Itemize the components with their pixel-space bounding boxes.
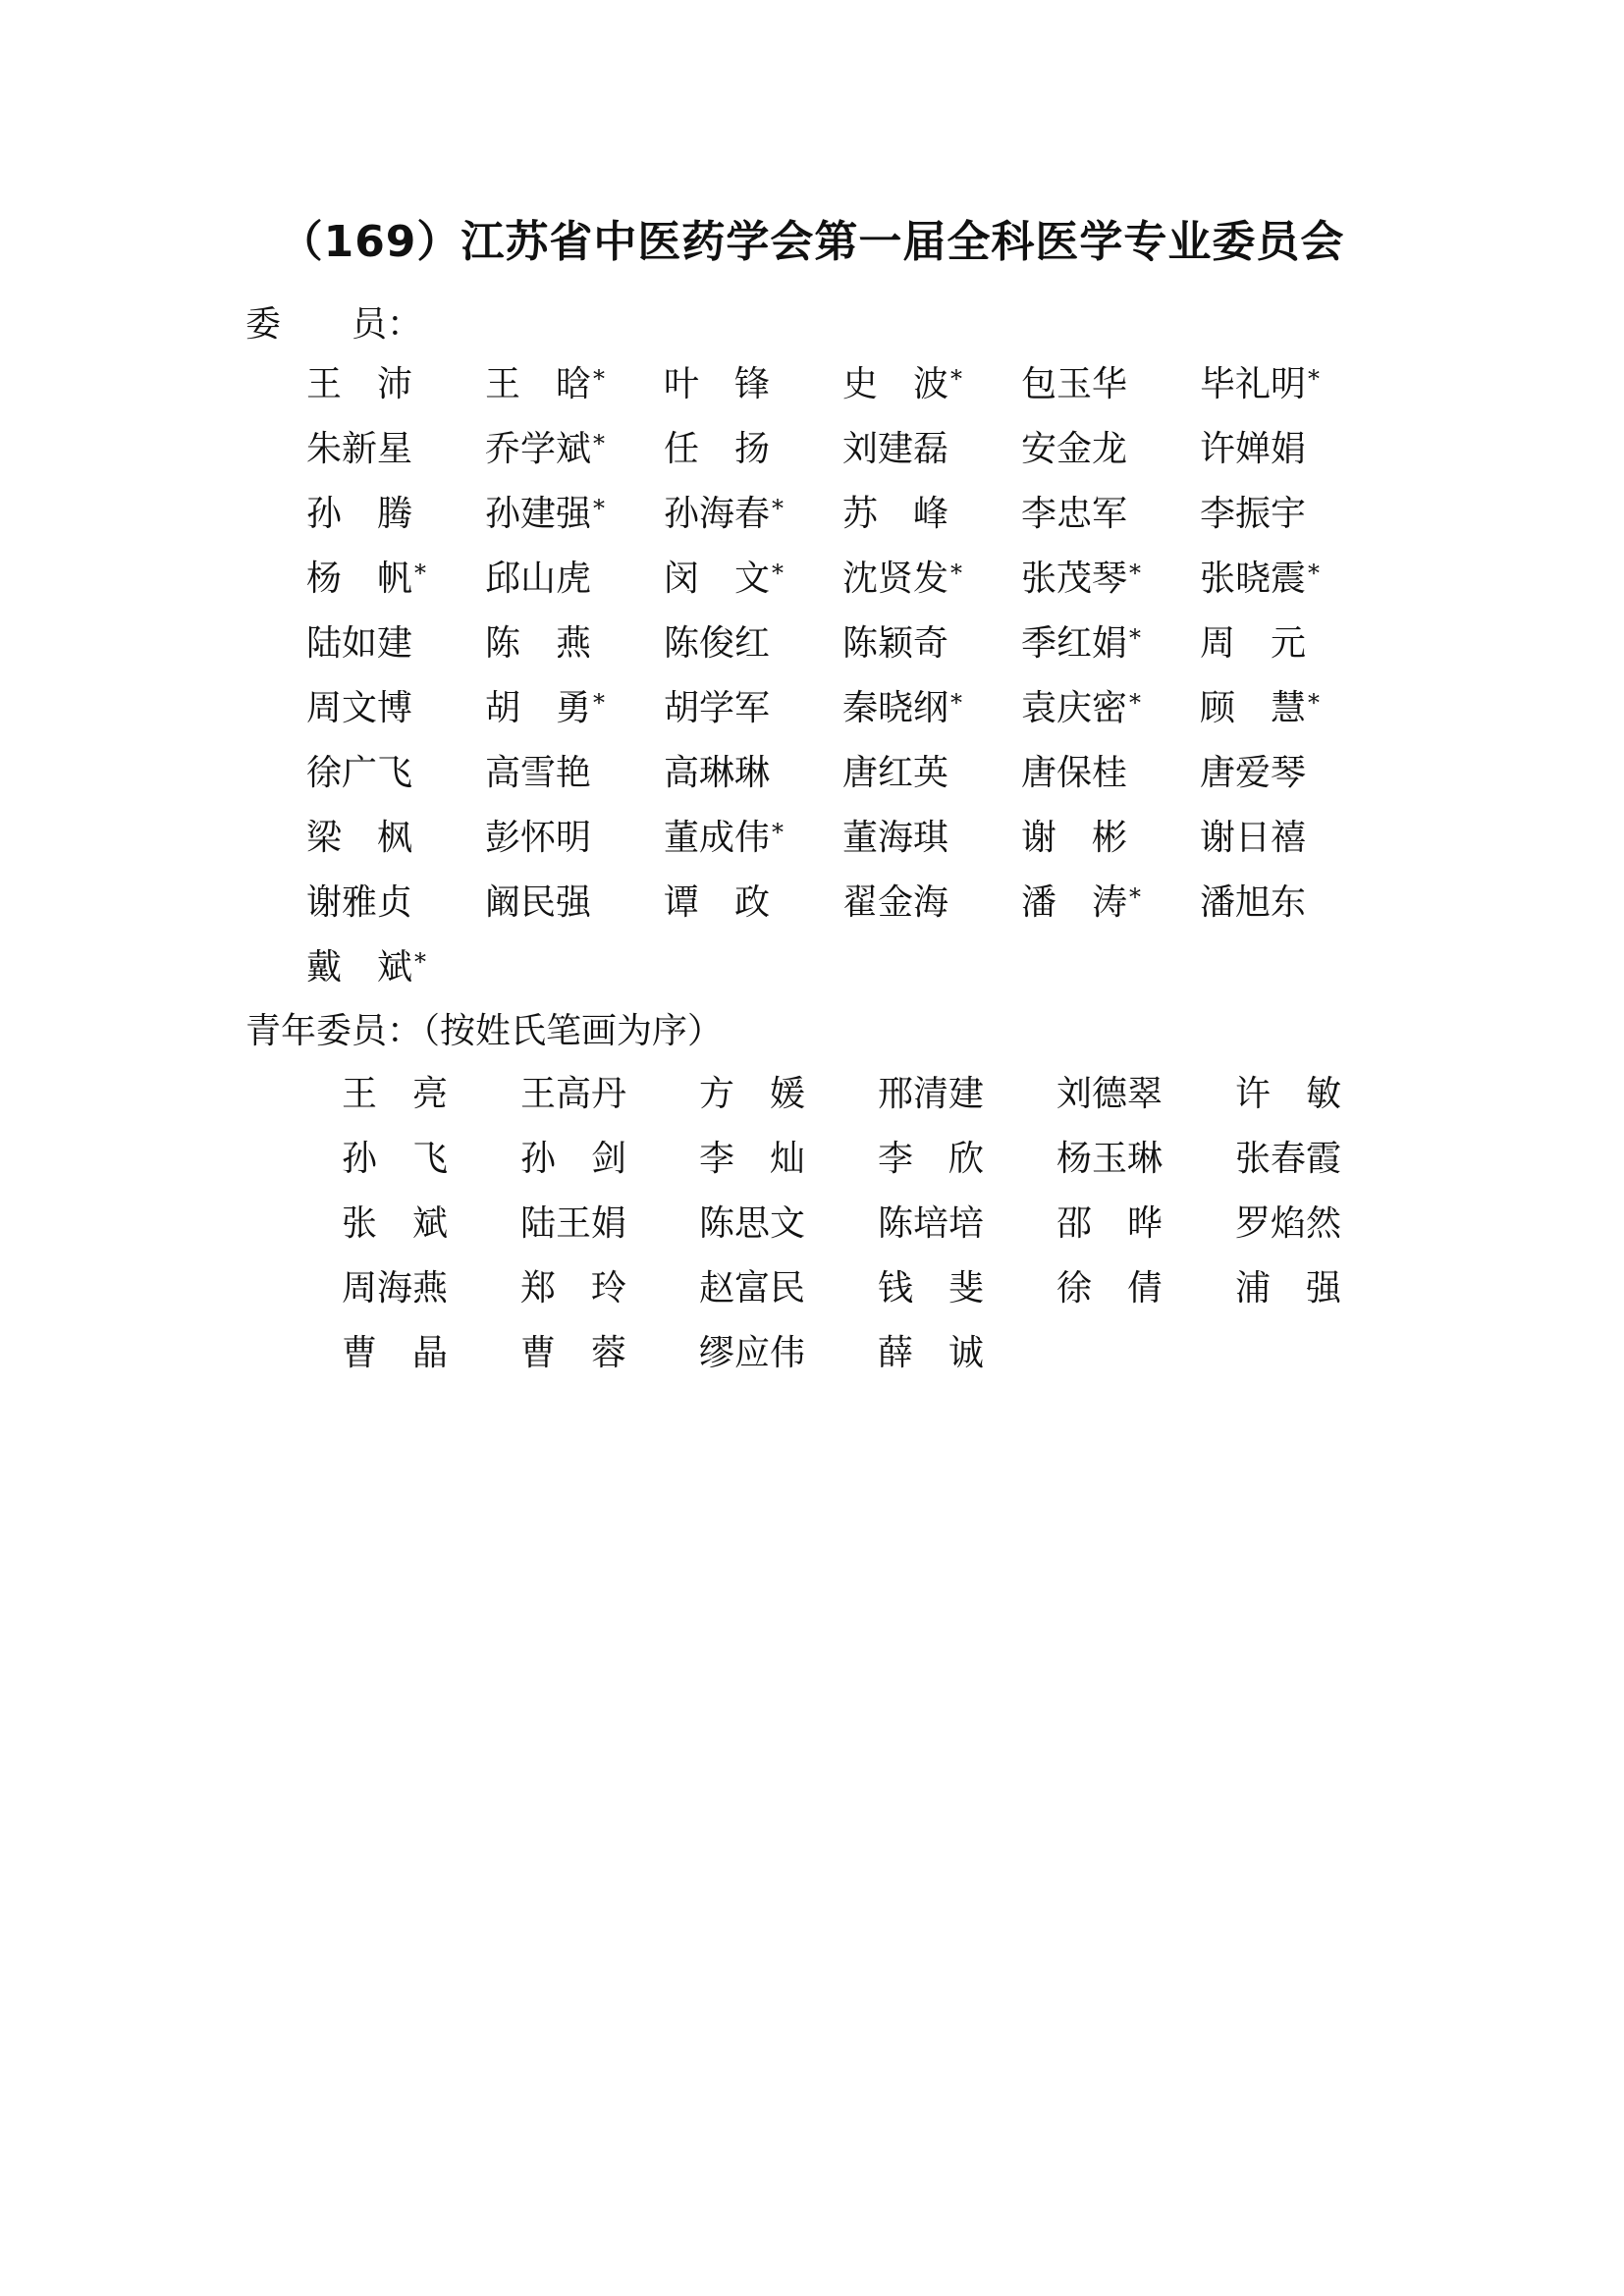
committee-member [306, 413, 485, 478]
member-name: 谭 政 [664, 881, 771, 923]
youth-member [342, 1317, 520, 1382]
member-mark: * [772, 495, 785, 522]
member-name: 翟金海 [842, 881, 949, 923]
youth-member [520, 1058, 699, 1123]
youth-member [1056, 1188, 1235, 1253]
youth-member [342, 1188, 520, 1253]
committee-member [1200, 867, 1379, 932]
youth-member [878, 1317, 1056, 1382]
committee-member [1200, 478, 1379, 543]
member-name: 叶 锋 [664, 363, 771, 404]
member-name: 胡 勇 [485, 687, 592, 728]
member-name: 唐保桂 [1021, 752, 1128, 793]
member-name: 周文博 [306, 687, 413, 728]
member-name: 许婵娟 [1200, 428, 1307, 469]
member-name: 彭怀明 [485, 817, 592, 858]
youth-member [342, 1058, 520, 1123]
committee-member [1021, 478, 1200, 543]
member-mark: * [1308, 689, 1321, 717]
member-mark: * [1129, 689, 1142, 717]
member-name: 阚民强 [485, 881, 592, 923]
member-mark: * [1129, 883, 1142, 911]
member-name: 唐爱琴 [1200, 752, 1307, 793]
member-mark: * [414, 948, 427, 976]
member-name: 朱新星 [306, 428, 413, 469]
committee-label: 委 员： [245, 304, 423, 345]
committee-member [1021, 348, 1200, 413]
committee-member [664, 413, 842, 478]
youth-member [699, 1058, 878, 1123]
member-name: 乔学斌 [485, 428, 592, 469]
committee-member [485, 802, 664, 867]
committee-member [842, 737, 1021, 802]
youth-member [1235, 1253, 1414, 1317]
member-name: 杨 帆 [306, 558, 413, 599]
youth-member [1235, 1188, 1414, 1253]
member-mark: * [950, 365, 963, 393]
committee-member [306, 478, 485, 543]
member-name: 陈培培 [878, 1202, 985, 1244]
committee-member [485, 348, 664, 413]
document-title: （169）江苏省中医药学会第一届全科医学专业委员会 [279, 217, 1345, 267]
member-name: 张茂琴 [1021, 558, 1128, 599]
member-name: 戴 斌 [306, 946, 413, 988]
member-name: 季红娟 [1021, 622, 1128, 664]
member-name: 陈思文 [699, 1202, 806, 1244]
committee-member [306, 867, 485, 932]
committee-member [485, 737, 664, 802]
member-name: 曹 晶 [342, 1332, 449, 1373]
youth-member [699, 1123, 878, 1188]
committee-member [1200, 737, 1379, 802]
committee-member [1200, 608, 1379, 672]
youth-member [520, 1253, 699, 1317]
committee-member [1021, 737, 1200, 802]
member-name: 王 晗 [485, 363, 592, 404]
committee-member [485, 543, 664, 608]
member-name: 李 灿 [699, 1138, 806, 1179]
committee-member [485, 608, 664, 672]
committee-member [306, 802, 485, 867]
committee-member [664, 608, 842, 672]
member-name: 任 扬 [664, 428, 771, 469]
member-name: 董成伟 [664, 817, 771, 858]
youth-member [1235, 1123, 1414, 1188]
member-name: 曹 蓉 [520, 1332, 627, 1373]
member-name: 李 欣 [878, 1138, 985, 1179]
committee-member [485, 413, 664, 478]
member-mark: * [1308, 560, 1321, 587]
youth-member [878, 1188, 1056, 1253]
member-name: 缪应伟 [699, 1332, 806, 1373]
committee-member [664, 867, 842, 932]
member-name: 王高丹 [520, 1073, 627, 1114]
committee-member [485, 478, 664, 543]
youth-member [342, 1123, 520, 1188]
committee-member [485, 867, 664, 932]
member-name: 刘建磊 [842, 428, 949, 469]
youth-member [1056, 1123, 1235, 1188]
youth-member [520, 1123, 699, 1188]
member-name: 秦晓纲 [842, 687, 949, 728]
committee-member [664, 737, 842, 802]
youth-member [699, 1317, 878, 1382]
committee-member [842, 413, 1021, 478]
member-name: 王 沛 [306, 363, 413, 404]
member-name: 高琳琳 [664, 752, 771, 793]
member-mark: * [772, 560, 785, 587]
member-name: 闵 文 [664, 558, 771, 599]
committee-member [842, 608, 1021, 672]
committee-member [1021, 543, 1200, 608]
member-name: 孙 剑 [520, 1138, 627, 1179]
member-name: 孙海春 [664, 493, 771, 534]
member-name: 袁庆密 [1021, 687, 1128, 728]
member-name: 李忠军 [1021, 493, 1128, 534]
member-mark: * [593, 430, 606, 457]
committee-member [842, 672, 1021, 737]
committee-member [664, 348, 842, 413]
committee-member [1200, 348, 1379, 413]
committee-member [664, 672, 842, 737]
committee-member [306, 737, 485, 802]
member-mark: * [593, 365, 606, 393]
committee-member [306, 543, 485, 608]
youth-member [1056, 1058, 1235, 1123]
member-name: 潘 涛 [1021, 881, 1128, 923]
member-mark: * [1129, 624, 1142, 652]
member-name: 谢雅贞 [306, 881, 413, 923]
member-name: 孙 飞 [342, 1138, 449, 1179]
member-name: 孙建强 [485, 493, 592, 534]
committee-member [1200, 802, 1379, 867]
committee-member [842, 348, 1021, 413]
member-mark: * [772, 819, 785, 846]
youth-member [878, 1123, 1056, 1188]
committee-member [485, 672, 664, 737]
committee-member [306, 348, 485, 413]
member-name: 张 斌 [342, 1202, 449, 1244]
committee-member [1200, 672, 1379, 737]
member-name: 方 媛 [699, 1073, 806, 1114]
member-mark: * [593, 689, 606, 717]
committee-member [1021, 672, 1200, 737]
member-name: 李振宇 [1200, 493, 1307, 534]
member-name: 罗焰然 [1235, 1202, 1342, 1244]
member-name: 陈 燕 [485, 622, 592, 664]
committee-member [1200, 543, 1379, 608]
member-name: 赵富民 [699, 1267, 806, 1308]
member-name: 毕礼明 [1200, 363, 1307, 404]
youth-member [520, 1317, 699, 1382]
committee-member-list [306, 348, 1379, 996]
member-name: 胡学军 [664, 687, 771, 728]
member-name: 徐广飞 [306, 752, 413, 793]
youth-member [1056, 1253, 1235, 1317]
committee-member [664, 543, 842, 608]
member-name: 谢日禧 [1200, 817, 1307, 858]
member-name: 潘旭东 [1200, 881, 1307, 923]
committee-member [842, 478, 1021, 543]
member-name: 许 敏 [1235, 1073, 1342, 1114]
member-name: 苏 峰 [842, 493, 949, 534]
member-name: 钱 斐 [878, 1267, 985, 1308]
member-name: 包玉华 [1021, 363, 1128, 404]
member-name: 浦 强 [1235, 1267, 1342, 1308]
member-name: 孙 腾 [306, 493, 413, 534]
youth-member [878, 1058, 1056, 1123]
member-name: 徐 倩 [1056, 1267, 1164, 1308]
member-name: 陈俊红 [664, 622, 771, 664]
member-name: 周 元 [1200, 622, 1307, 664]
member-name: 邢清建 [878, 1073, 985, 1114]
member-mark: * [950, 689, 963, 717]
member-name: 沈贤发 [842, 558, 949, 599]
member-name: 陆王娟 [520, 1202, 627, 1244]
youth-member [1235, 1058, 1414, 1123]
member-name: 张晓震 [1200, 558, 1307, 599]
committee-member [1200, 413, 1379, 478]
committee-member [842, 867, 1021, 932]
member-name: 王 亮 [342, 1073, 449, 1114]
youth-committee-label: 青年委员：（按姓氏笔画为序） [245, 1011, 724, 1051]
member-name: 邱山虎 [485, 558, 592, 599]
member-name: 周海燕 [342, 1267, 449, 1308]
member-name: 唐红英 [842, 752, 949, 793]
member-mark: * [414, 560, 427, 587]
committee-member [664, 802, 842, 867]
member-name: 高雪艳 [485, 752, 592, 793]
committee-member [1021, 608, 1200, 672]
member-name: 安金龙 [1021, 428, 1128, 469]
member-name: 史 波 [842, 363, 949, 404]
member-name: 陆如建 [306, 622, 413, 664]
member-name: 董海琪 [842, 817, 949, 858]
member-name: 谢 彬 [1021, 817, 1128, 858]
member-mark: * [950, 560, 963, 587]
committee-member [1021, 413, 1200, 478]
member-name: 张春霞 [1235, 1138, 1342, 1179]
youth-member [699, 1188, 878, 1253]
member-name: 梁 枫 [306, 817, 413, 858]
committee-member [842, 543, 1021, 608]
youth-member-list [342, 1058, 1414, 1382]
committee-member [306, 672, 485, 737]
member-name: 刘德翠 [1056, 1073, 1164, 1114]
member-name: 陈颖奇 [842, 622, 949, 664]
member-mark: * [1129, 560, 1142, 587]
member-name: 郑 玲 [520, 1267, 627, 1308]
member-name: 邵 晔 [1056, 1202, 1164, 1244]
youth-member [520, 1188, 699, 1253]
committee-member [306, 608, 485, 672]
youth-member [699, 1253, 878, 1317]
committee-member [664, 478, 842, 543]
member-name: 杨玉琳 [1056, 1138, 1164, 1179]
committee-member [306, 932, 485, 996]
member-name: 薛 诚 [878, 1332, 985, 1373]
committee-member [842, 802, 1021, 867]
committee-member [1021, 867, 1200, 932]
member-mark: * [1308, 365, 1321, 393]
committee-member [1021, 802, 1200, 867]
member-mark: * [593, 495, 606, 522]
youth-member [878, 1253, 1056, 1317]
member-name: 顾 慧 [1200, 687, 1307, 728]
youth-member [342, 1253, 520, 1317]
